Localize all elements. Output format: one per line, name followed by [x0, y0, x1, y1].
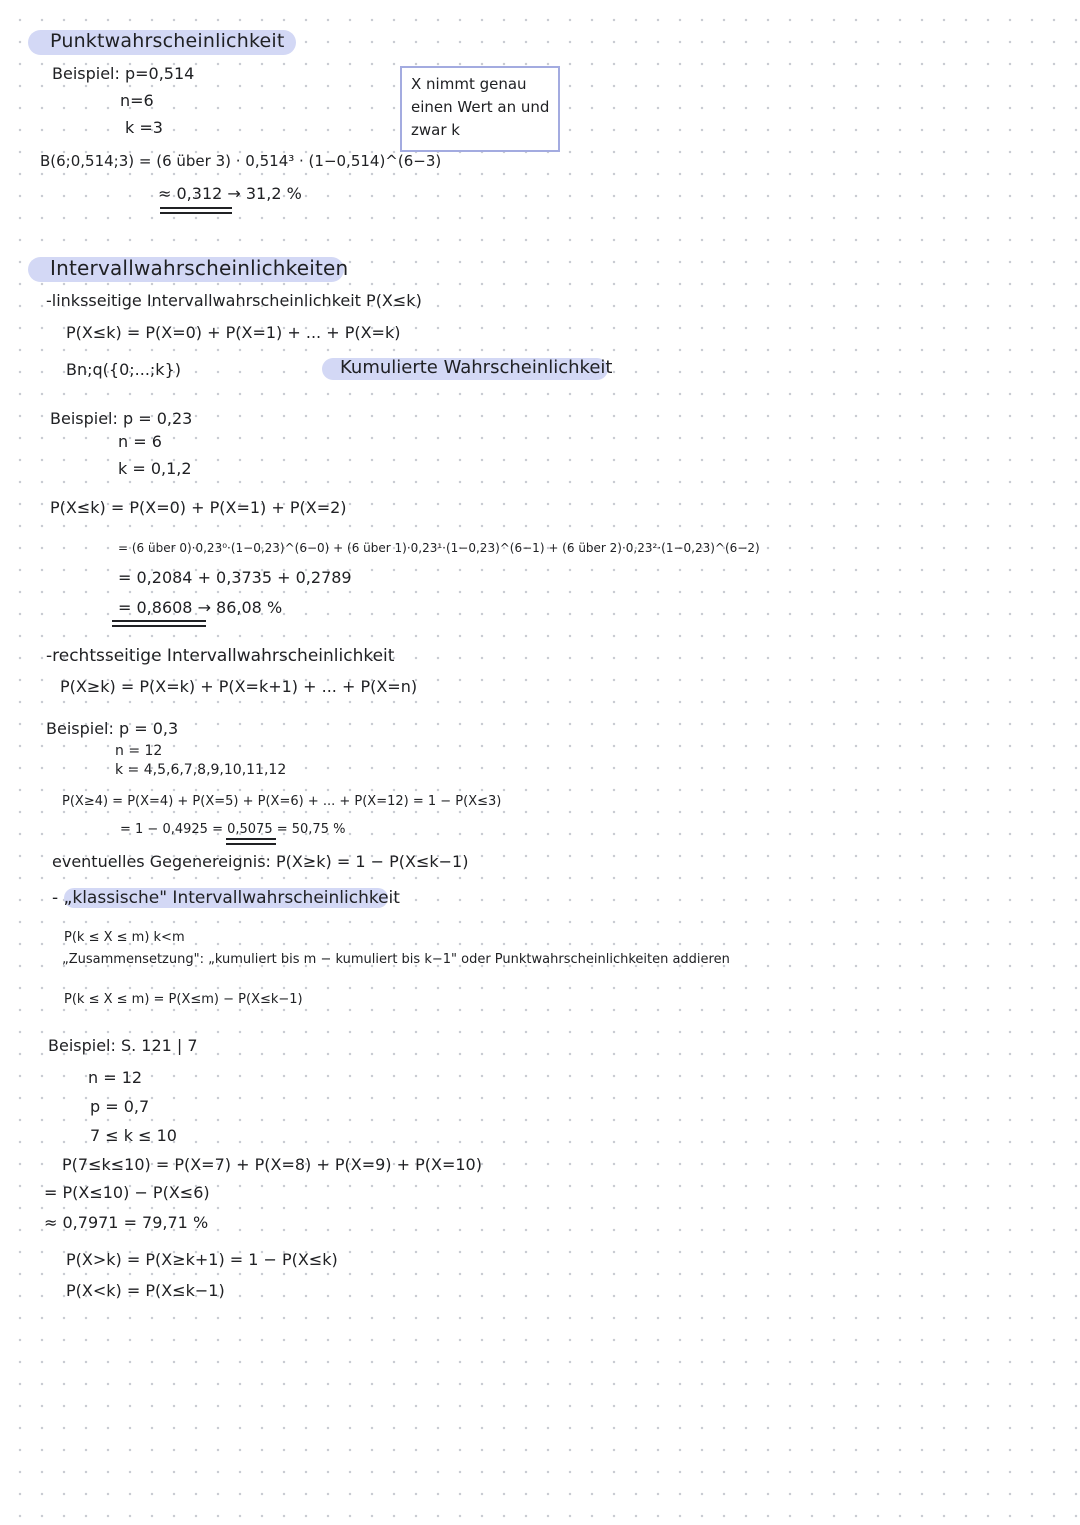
punkt-note-line-3: zwar k [411, 121, 460, 139]
rechts-example-k: k = 4,5,6,7,8,9,10,11,12 [115, 762, 287, 778]
rechts-line-1: P(X≥4) = P(X=4) + P(X=5) + P(X=6) + ... + P(X=12) = 1 − P(X≤3) [62, 794, 502, 809]
rechts-formula: P(X≥k) = P(X=k) + P(X=k+1) + ... + P(X=n) [60, 677, 418, 696]
links-line-1: P(X≤k) = P(X=0) + P(X=1) + P(X=2) [50, 498, 347, 517]
links-result-underline [112, 620, 206, 627]
rechts-title: -rechtsseitige Intervallwahrscheinlichkeit [46, 646, 395, 666]
kumuliert-label: Kumulierte Wahrscheinlichkeit [340, 357, 613, 378]
links-formula: P(X≤k) = P(X=0) + P(X=1) + ... + P(X=k) [66, 323, 401, 342]
klassisch-example-p: p = 0,7 [90, 1097, 150, 1116]
klassisch-title: - „klassische" Intervallwahrscheinlichkeit [52, 888, 400, 908]
punkt-note-box [400, 66, 560, 152]
klassisch-line-2: „Zusammensetzung": „kumuliert bis m − kumuliert bis k−1" oder Punktwahrscheinlichkeiten addieren [62, 952, 730, 967]
klassisch-example-k: 7 ≤ k ≤ 10 [90, 1126, 177, 1145]
rechts-result-underline [226, 838, 276, 845]
rule-less: P(X<k) = P(X≤k−1) [66, 1281, 225, 1300]
links-line-4: = 0,8608 → 86,08 % [118, 598, 283, 617]
klassisch-calc-2: = P(X≤10) − P(X≤6) [44, 1183, 210, 1202]
rechts-example-p: Beispiel: p = 0,3 [46, 719, 179, 738]
punkt-note-line-2: einen Wert an und [411, 98, 550, 116]
rechts-line-2: = 1 − 0,4925 = 0,5075 = 50,75 % [120, 822, 346, 837]
rule-greater: P(X>k) = P(X≥k+1) = 1 − P(X≤k) [66, 1250, 338, 1269]
links-line-3: = 0,2084 + 0,3735 + 0,2789 [118, 568, 352, 587]
links-example-p: Beispiel: p = 0,23 [50, 409, 193, 428]
klassisch-example-label: Beispiel: S. 121 | 7 [48, 1036, 198, 1055]
klassisch-calc-3: ≈ 0,7971 = 79,71 % [44, 1213, 209, 1232]
punkt-example-k: k =3 [125, 118, 163, 137]
punkt-example-p: Beispiel: p=0,514 [52, 64, 195, 83]
punkt-result-underline [160, 207, 232, 214]
punkt-example-n: n=6 [120, 91, 154, 110]
punkt-formula: B(6;0,514;3) = (6 über 3) · 0,514³ · (1−0,514)^(6−3) [40, 152, 442, 170]
klassisch-line-1: P(k ≤ X ≤ m) k<m [64, 930, 185, 945]
links-example-k: k = 0,1,2 [118, 459, 192, 478]
klassisch-example-n: n = 12 [88, 1068, 143, 1087]
klassisch-calc-1: P(7≤k≤10) = P(X=7) + P(X=8) + P(X=9) + P(X=10) [62, 1155, 482, 1174]
punkt-note-line-1: X nimmt genau [411, 75, 527, 93]
links-example-n: n = 6 [118, 432, 162, 451]
links-title: -linksseitige Intervallwahrscheinlichkeit P(X≤k) [46, 291, 422, 310]
links-line-2: = (6 über 0)·0,23⁰·(1−0,23)^(6−0) + (6 über 1)·0,23¹·(1−0,23)^(6−1) + (6 über 2)·0,23²·(1−0,23)^(6−2) [118, 541, 760, 555]
punkt-result: ≈ 0,312 → 31,2 % [158, 184, 302, 203]
links-notation: Bn;q({0;...;k}) [66, 360, 181, 379]
klassisch-line-3: P(k ≤ X ≤ m) = P(X≤m) − P(X≤k−1) [64, 992, 303, 1007]
gegenereignis: eventuelles Gegenereignis: P(X≥k) = 1 − P(X≤k−1) [52, 852, 469, 871]
rechts-example-n: n = 12 [115, 743, 163, 759]
punkt-heading: Punktwahrscheinlichkeit [50, 30, 285, 52]
intervall-heading: Intervallwahrscheinlichkeiten [50, 256, 349, 280]
